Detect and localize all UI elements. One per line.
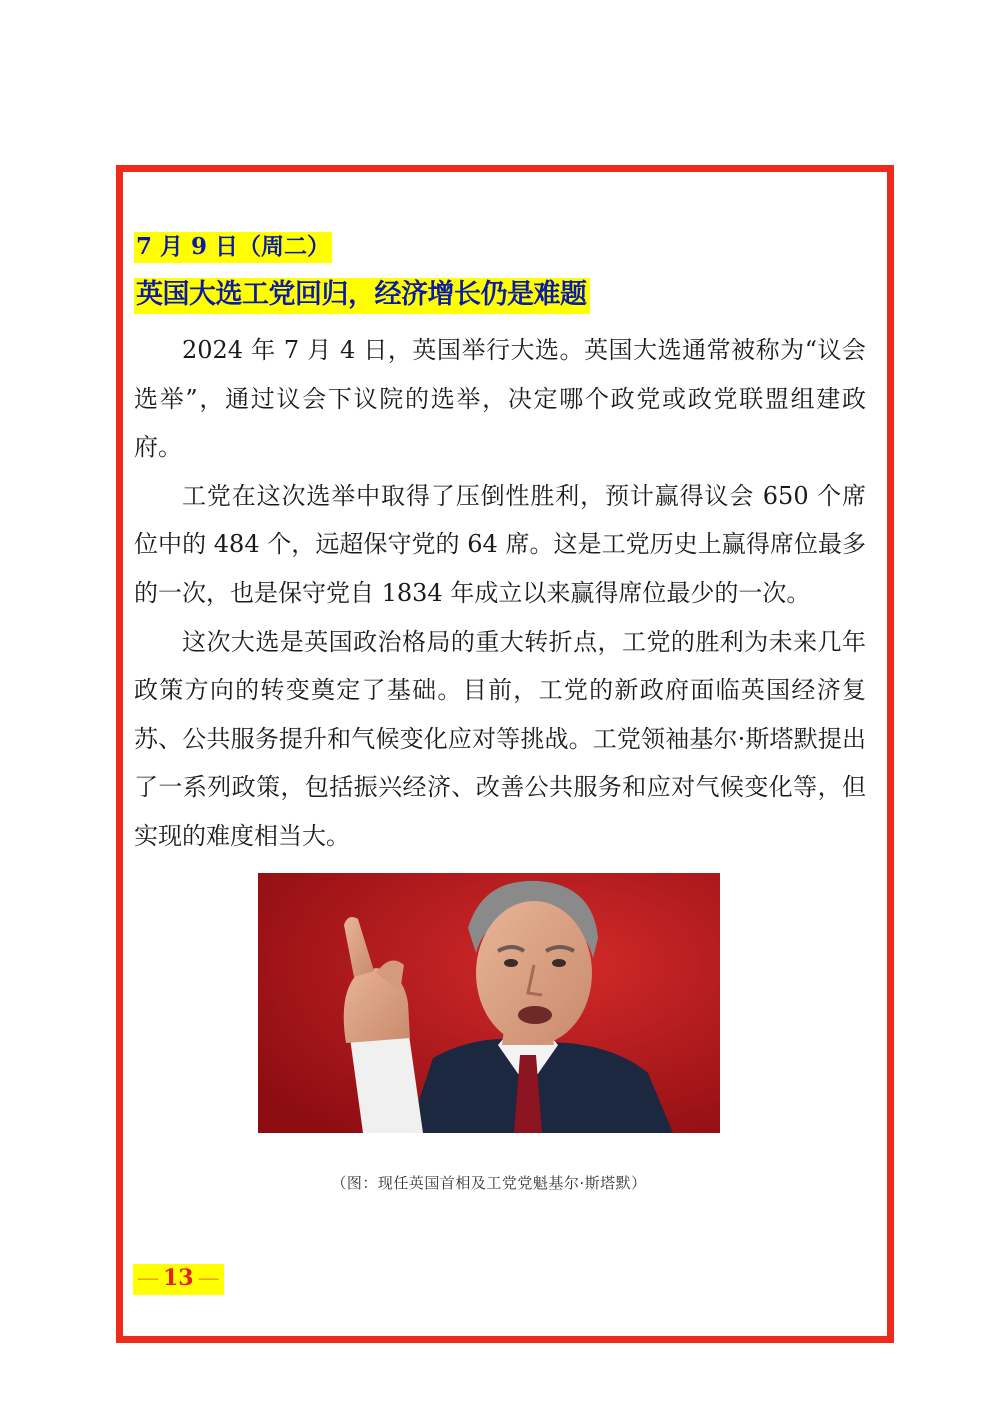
date-heading: 7 月 9 日（周二） <box>134 232 332 263</box>
article-headline: 英国大选工党回归，经济增长仍是难题 <box>134 278 590 314</box>
article-paragraph-2: 工党在这次选举中取得了压倒性胜利，预计赢得议会 650 个席位中的 484 个，远超保守党的 64 席。这是工党历史上赢得席位最多的一次，也是保守党自 1834 年成立以来赢得席位最少的一次。 <box>134 481 866 607</box>
page-number-badge <box>133 1264 224 1295</box>
article-paragraph-3: 这次大选是英国政治格局的重大转折点，工党的胜利为未来几年政策方向的转变奠定了基础。目前，工党的新政府面临英国经济复苏、公共服务提升和气候变化应对等挑战。工党领袖基尔·斯塔默提出了一系列政策，包括振兴经济、改善公共服务和应对气候变化等，但实现的难度相当大。 <box>134 627 866 850</box>
article-body <box>134 326 866 861</box>
photo-caption: （图：现任英国首相及工党党魁基尔·斯塔默） <box>331 1174 647 1192</box>
page-number-dash-left: — <box>137 1266 159 1291</box>
article-paragraph-1: 2024 年 7 月 4 日，英国举行大选。英国大选通常被称为“议会选举”，通过议会下议院的选举，决定哪个政党或政党联盟组建政府。 <box>134 336 866 462</box>
page-number-dash-right: — <box>197 1266 220 1291</box>
page-number: 13 <box>163 1265 194 1291</box>
news-photo <box>258 873 720 1133</box>
